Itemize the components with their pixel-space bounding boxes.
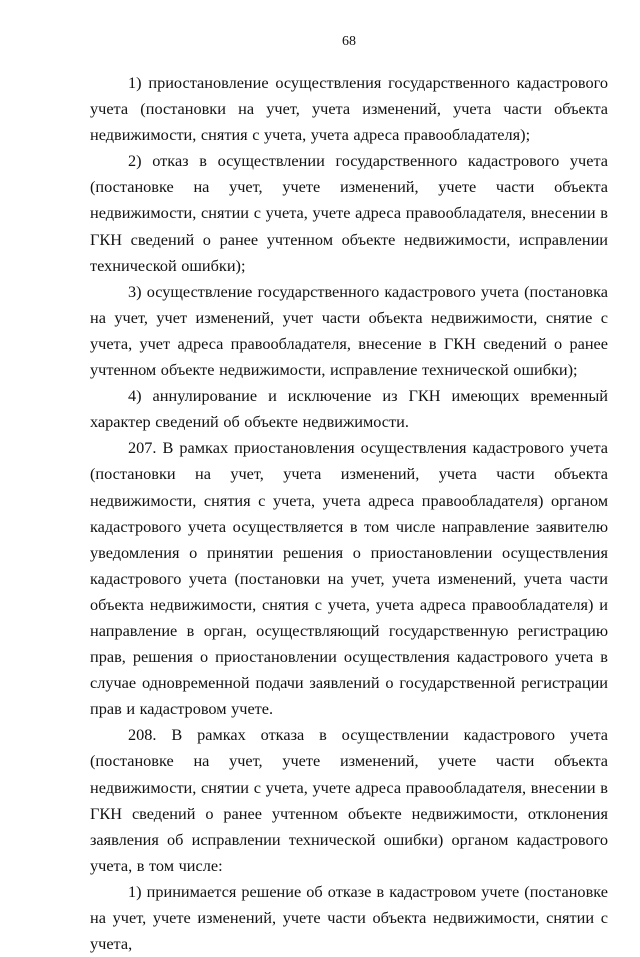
paragraph-208-item-1: 1) принимается решение об отказе в кадастровом учете (постановке на учет, учете изменений, учете части объекта недвижимости, снятии с учета, — [90, 881, 608, 954]
paragraph-item-2: 2) отказ в осуществлении государственного кадастрового учета (постановке на учет, учете изменений, учете части объекта недвижимости, снятии с учета, учете адреса правообладателя, внесении в ГКН сведений о ранее учтенном объекте недвижимости, исправлении технической ошибки); — [90, 151, 608, 275]
paragraph-item-1: 1) приостановление осуществления государственного кадастрового учета (постановки на учет, учета изменений, учета части объекта недвижимости, снятия с учета, учета адреса правообладателя); — [90, 73, 608, 145]
page-number: 68 — [342, 34, 356, 49]
paragraph-207: 207. В рамках приостановления осуществления кадастрового учета (постановки на учет, учета изменений, учета части объекта недвижимости, снятия с учета, учета адреса правообладателя) органом кадастрового учета осуществляется в том числе направление заявителю уведомления о принятии решения о приостановлении осуществления кадастрового учета (постановки на учет, учета изменений, учета части объекта недвижимости, снятия с учета, учета адреса правообладателя) и направление в орган, осуществляющий государственную регистрацию прав, решения о приостановлении осуществления кадастрового учета в случае одновременной подачи заявлений о государственной регистрации прав и кадастровом учете. — [90, 438, 608, 719]
paragraph-item-4: 4) аннулирование и исключение из ГКН имеющих временный характер сведений об объекте недвижимости. — [90, 386, 608, 432]
paragraph-208: 208. В рамках отказа в осуществлении кадастрового учета (постановке на учет, учете изменений, учете части объекта недвижимости, снятии с учета, учете адреса правообладателя, внесении в ГКН сведений о ранее учтенном объекте недвижимости, отклонения заявления об исправлении технической ошибки) органом кадастрового учета, в том числе: — [90, 725, 608, 875]
paragraph-item-3: 3) осуществление государственного кадастрового учета (постановка на учет, учет изменений, учет части объекта недвижимости, снятие с учета, учет адреса правообладателя, внесение в ГКН сведений о ранее учтенном объекте недвижимости, исправление технической ошибки); — [90, 281, 608, 380]
